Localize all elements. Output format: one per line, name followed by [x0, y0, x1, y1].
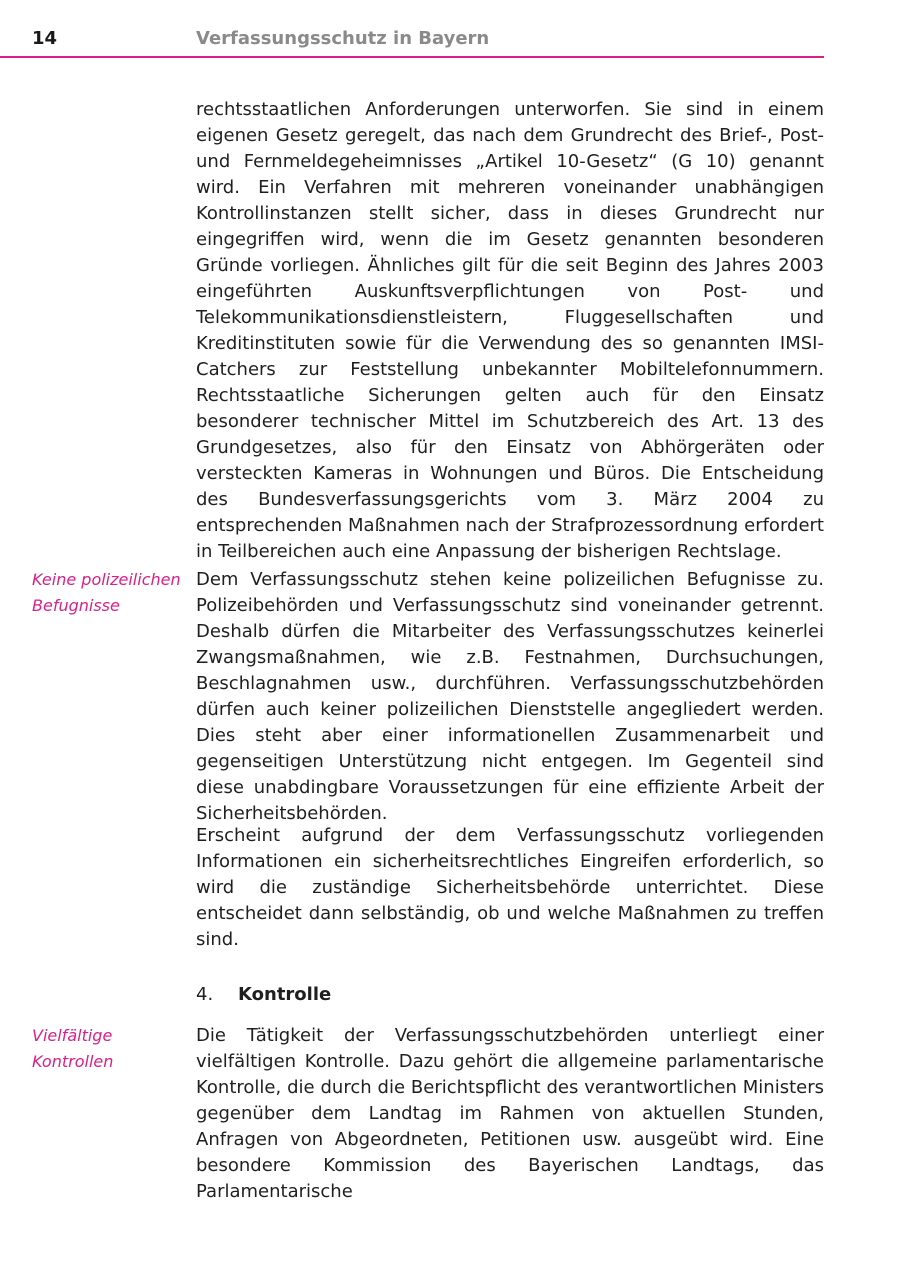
- page-number: 14: [32, 28, 58, 49]
- margin-note-controls: Vielfältige Kontrollen: [32, 1026, 114, 1071]
- paragraph-text: Erscheint aufgrund der dem Verfassungsschutz vorliegenden Informationen ein sicherheitsrechtliches Eingreifen erforderlich, so wird die zuständige Sicherheitsbehörde unterrichtet. Diese entscheidet dann selbständig, ob und welche Maßnahmen zu treffen sind.: [196, 825, 824, 950]
- paragraph-security-intervention: [196, 823, 824, 953]
- paragraph-text: Die Tätigkeit der Verfassungsschutzbehörden unterliegt einer vielfältigen Kontrolle. Dazu gehört die allgemeine parlamentarische Kontrolle, die durch die Berichtspflicht des verantwortlichen Ministers gegenüber dem Landtag im Rahmen von aktuellen Stunden, Anfragen von Abgeordneten, Petitionen usw. ausgeübt wird. Eine besondere Kommission des Bayerischen Landtags, das Parlamentarische: [196, 1025, 824, 1202]
- section-title: Kontrolle: [238, 984, 332, 1005]
- section-number: 4.: [196, 984, 214, 1005]
- section-heading: [196, 982, 331, 1008]
- paragraph-text: rechtsstaatlichen Anforderungen unterworfen. Sie sind in einem eigenen Gesetz geregelt, das nach dem Grundrecht des Brief-, Post- und Fernmeldegeheimnisses „Artikel 10-Gesetz“ (G 10) genannt wird. Ein Verfahren mit mehreren voneinander unabhängigen Kontrollinstanzen stellt sicher, dass in dieses Grundrecht nur eingegriffen wird, wenn die im Gesetz genannten besonderen Gründe vorliegen. Ähnliches gilt für die seit Beginn des Jahres 2003 eingeführten Auskunftsverpflichtungen von Post- und Telekommunikationsdienstleistern, Fluggesellschaften und Kreditinstituten sowie für die Verwendung des so genannten IMSI-Catchers zur Feststellung unbekannter Mobiltelefonnummern. Rechtsstaatliche Sicherungen gelten auch für den Einsatz besonderer technischer Mittel im Schutzbereich des Art. 13 des Grundgesetzes, also für den Einsatz von Abhörgeräten oder versteckten Kameras in Wohnungen und Büros. Die Entscheidung des Bundesverfassungsgerichts vom 3. März 2004 zu entsprechenden Maßnahmen nach der Strafprozessordnung erfordert in Teilbereichen auch eine Anpassung der bisherigen Rechtslage.: [196, 99, 824, 562]
- paragraph-legal-safeguards: [196, 97, 824, 565]
- paragraph-no-police-powers: [196, 567, 824, 827]
- paragraph-controls: [196, 1023, 824, 1205]
- page-header: [0, 0, 900, 58]
- header-rule: [0, 56, 824, 58]
- paragraph-text: Dem Verfassungsschutz stehen keine polizeilichen Befugnisse zu. Polizeibehörden und Verfassungsschutz sind voneinander getrennt. Deshalb dürfen die Mitarbeiter des Verfassungsschutzes keinerlei Zwangsmaßnahmen, wie z.B. Festnahmen, Durchsuchungen, Beschlagnahmen usw., durchführen. Verfassungsschutzbehörden dürfen auch keiner polizeilichen Dienststelle angegliedert werden. Dies steht aber einer informationellen Zusammenarbeit und gegenseitigen Unterstützung nicht entgegen. Im Gegenteil sind diese unabdingbare Voraussetzungen für eine effiziente Arbeit der Sicherheitsbehörden.: [196, 569, 824, 824]
- margin-note-police-powers: Keine polizeilichen Befugnisse: [32, 570, 181, 615]
- running-title: Verfassungsschutz in Bayern: [196, 28, 490, 49]
